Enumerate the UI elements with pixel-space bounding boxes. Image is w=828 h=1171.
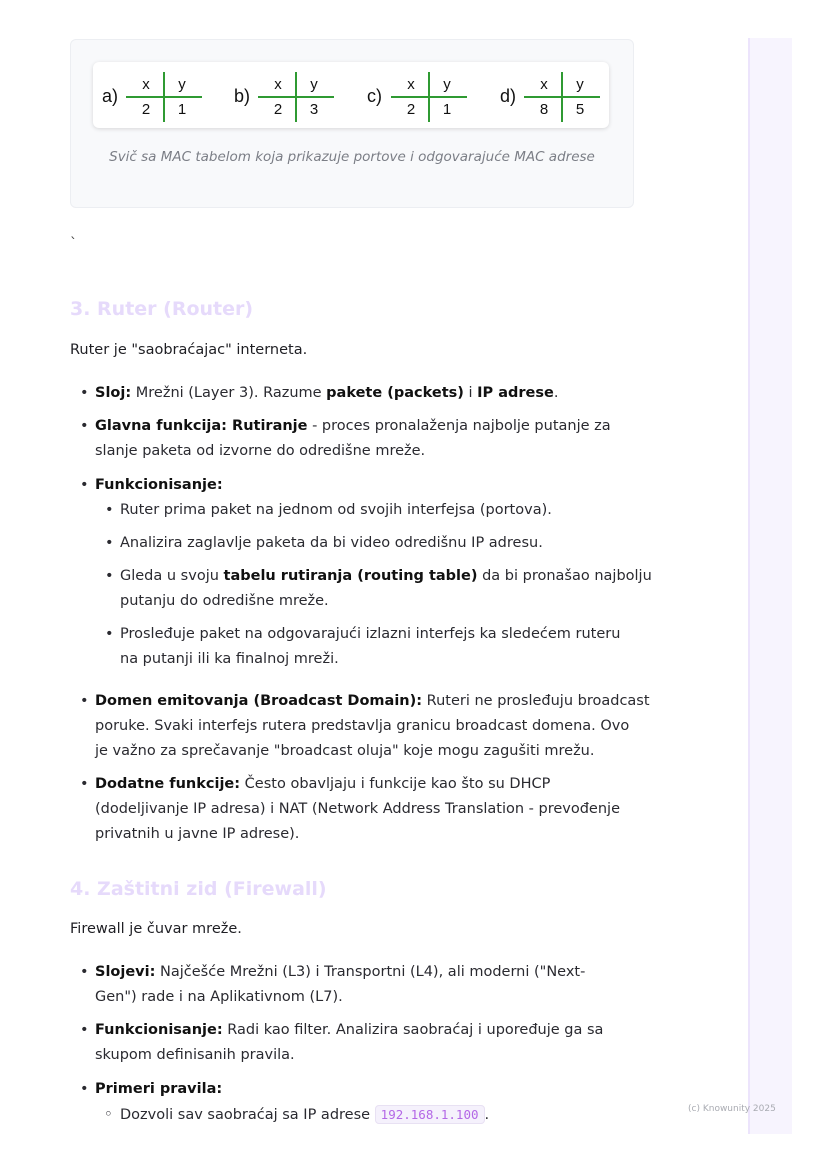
xy-table-letter: b) [234,86,251,106]
item-text: . [553,385,559,401]
item-text: Gleda u svoju [120,568,224,584]
xy-table-grid [126,74,202,122]
header-x: x [142,76,150,93]
list-item [120,531,543,556]
router-heading: 3. Ruter (Router) [70,298,254,320]
table-divider [295,72,297,122]
item-text: je važno za sprečavanje "broadcast oluja" koje mogu zagušiti mrežu. [95,743,595,759]
list-item [95,414,611,464]
header-y: y [310,76,318,93]
item-text: Prosleđuje paket na odgovarajući izlazni interfejs ka sledećem ruteru [120,626,621,642]
item-text: Ruteri ne prosleđuju broadcast [422,693,650,709]
item-text: Mrežni (Layer 3). Razume [131,385,327,401]
item-text: skupom definisanih pravila. [95,1047,295,1063]
ip-address-code: 192.168.1.100 [375,1105,485,1124]
figure-caption: Svič sa MAC tabelom koja prikazuje portove i odgovarajuće MAC adrese [109,149,595,165]
item-label: Funkcionisanje: [95,1022,223,1038]
item-text: Analizira zaglavlje paketa da bi video odredišnu IP adresu. [120,535,543,551]
copyright-notice: (c) Knowunity 2025 [688,1104,776,1114]
header-y: y [178,76,186,93]
value-y: 3 [309,101,319,118]
item-text: i [463,385,478,401]
list-item [95,960,585,1010]
firewall-heading: 4. Zaštitni zid (Firewall) [70,878,327,900]
item-label: Domen emitovanja (Broadcast Domain): [95,693,423,709]
list-item [120,498,552,523]
item-text: da bi pronašao najbolju [477,568,652,584]
list-item [95,381,558,406]
xy-table-letter: d) [500,86,517,106]
item-label: Funkcionisanje: [95,477,223,493]
item-text: Gen") rade i na Aplikativnom (L7). [95,989,343,1005]
header-y: y [576,76,584,93]
right-margin-rail [748,38,792,1134]
list-item [120,1102,489,1128]
item-text: slanje paketa od izvorne do odredišne mreže. [95,443,426,459]
value-x: 2 [141,101,151,118]
item-text: Ruter prima paket na jednom od svojih interfejsa (portova). [120,502,552,518]
item-text: - proces pronalaženja najbolje putanje za [307,418,611,434]
item-label: Dodatne funkcije: [95,776,241,792]
value-x: 2 [406,101,416,118]
figure-container [70,39,634,208]
item-label: Glavna funkcija: Rutiranje [95,418,308,434]
xy-tables-image [93,62,609,128]
list-item [95,689,650,764]
stray-character: ` [70,236,77,252]
list-item [120,564,652,614]
list-item [120,622,620,672]
value-y: 1 [177,101,187,118]
xy-table-grid [258,74,334,122]
xy-table-grid [524,74,600,122]
item-text: Radi kao filter. Analizira saobraćaj i upoređuje ga sa [222,1022,604,1038]
item-label: Slojevi: [95,964,156,980]
header-x: x [274,76,282,93]
router-intro: Ruter je "saobraćajac" interneta. [70,342,308,358]
item-label: Sloj: [95,385,132,401]
table-divider [561,72,563,122]
table-divider [163,72,165,122]
firewall-intro: Firewall je čuvar mreže. [70,921,242,937]
xy-table-grid [391,74,467,122]
header-x: x [407,76,415,93]
item-text: . [484,1107,490,1123]
item-text: putanju do odredišne mreže. [120,593,329,609]
header-y: y [443,76,451,93]
item-text: Dozvoli sav saobraćaj sa IP adrese [120,1107,375,1123]
xy-table-letter: a) [102,86,119,106]
item-text: Često obavljaju i funkcije kao što su DHCP [240,776,551,792]
list-item [95,1018,603,1068]
value-y: 1 [442,101,452,118]
item-bold: pakete (packets) [326,385,464,401]
item-text: privatnih u javne IP adrese). [95,826,300,842]
item-label: Primeri pravila: [95,1081,223,1097]
header-x: x [540,76,548,93]
list-item [95,473,223,498]
item-text: Najčešće Mrežni (L3) i Transportni (L4), ali moderni ("Next- [155,964,586,980]
value-x: 2 [273,101,283,118]
table-divider [428,72,430,122]
item-text: poruke. Svaki interfejs rutera predstavlja granicu broadcast domena. Ovo [95,718,630,734]
item-bold: IP adrese [477,385,554,401]
value-y: 5 [575,101,585,118]
xy-table-letter: c) [367,86,382,106]
value-x: 8 [539,101,549,118]
list-item [95,1077,222,1102]
item-text: (dodeljivanje IP adresa) i NAT (Network Address Translation - prevođenje [95,801,620,817]
list-item [95,772,620,847]
item-text: na putanji ili ka finalnoj mreži. [120,651,339,667]
item-bold: tabelu rutiranja (routing table) [223,568,478,584]
